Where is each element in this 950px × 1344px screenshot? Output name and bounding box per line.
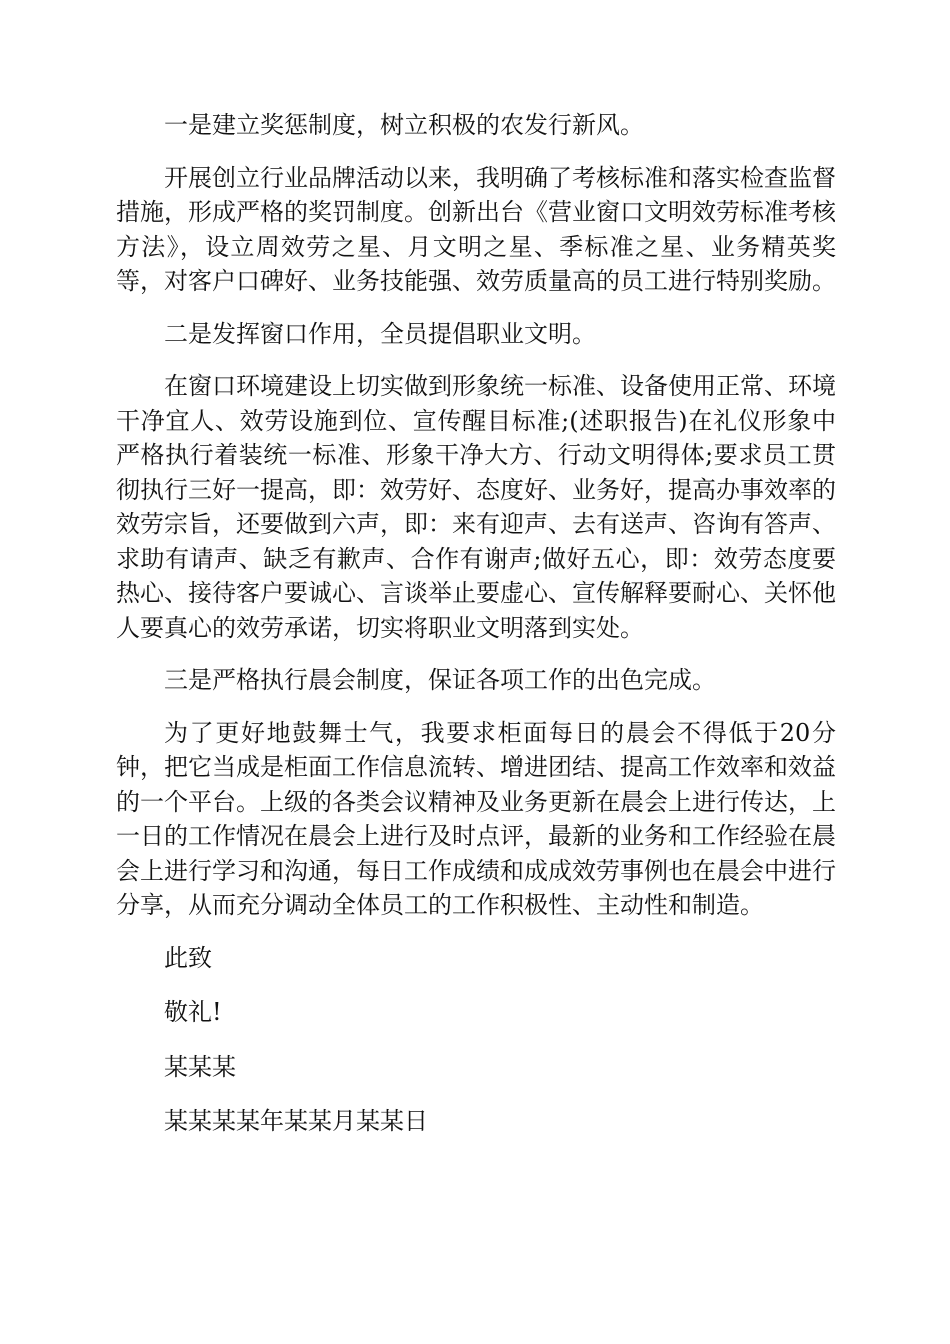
paragraph-reward-system: 开展创立行业品牌活动以来，我明确了考核标准和落实检查监督措施，形成严格的奖罚制度。创新出台《营业窗口文明效劳标准考核方法》，设立周效劳之星、月文明之星、季标准之星、业务精英奖等，对客户口碑好、业务技能强、效劳质量高的员工进行特别奖励。: [116, 163, 836, 295]
heading-morning-meeting: 三是严格执行晨会制度，保证各项工作的出色完成。: [164, 666, 716, 694]
heading-reward-system: 一是建立奖惩制度，树立积极的农发行新风。: [164, 111, 644, 139]
signature: 某某某: [164, 1052, 236, 1081]
closing-salutation: 此致: [164, 943, 212, 972]
closing-regards: 敬礼!: [164, 998, 222, 1026]
signature-date: 某某某某年某某月某某日: [164, 1107, 428, 1135]
document-page: [116, 108, 836, 1159]
closing-block: [116, 941, 836, 1139]
paragraph-morning-meeting: 为了更好地鼓舞士气，我要求柜面每日的晨会不得低于20分钟，把它当成是柜面工作信息流转、增进团结、提高工作效率和效益的一个平台。上级的各类会议精神及业务更新在晨会上进行传达，上一日的工作情况在晨会上进行及时点评，最新的业务和工作经验在晨会上进行学习和沟通，每日工作成绩和成成效劳事例也在晨会中进行分享，从而充分调动全体员工的工作积极性、主动性和制造。: [116, 718, 836, 919]
heading-window-role: 二是发挥窗口作用，全员提倡职业文明。: [164, 319, 596, 348]
paragraph-window-role: 在窗口环境建设上切实做到形象统一标准、设备使用正常、环境干净宜人、效劳设施到位、宣传醒目标准;(述职报告)在礼仪形象中严格执行着装统一标准、形象干净大方、行动文明得体;要求员工贯彻执行三好一提高，即：效劳好、态度好、业务好，提高办事效率的效劳宗旨，还要做到六声，即：来有迎声、去有送声、咨询有答声、求助有请声、缺乏有歉声、合作有谢声;做好五心，即：效劳态度要热心、接待客户要诚心、言谈举止要虚心、宣传解释要耐心、关怀他人要真心的效劳承诺，切实将职业文明落到实处。: [116, 372, 836, 642]
